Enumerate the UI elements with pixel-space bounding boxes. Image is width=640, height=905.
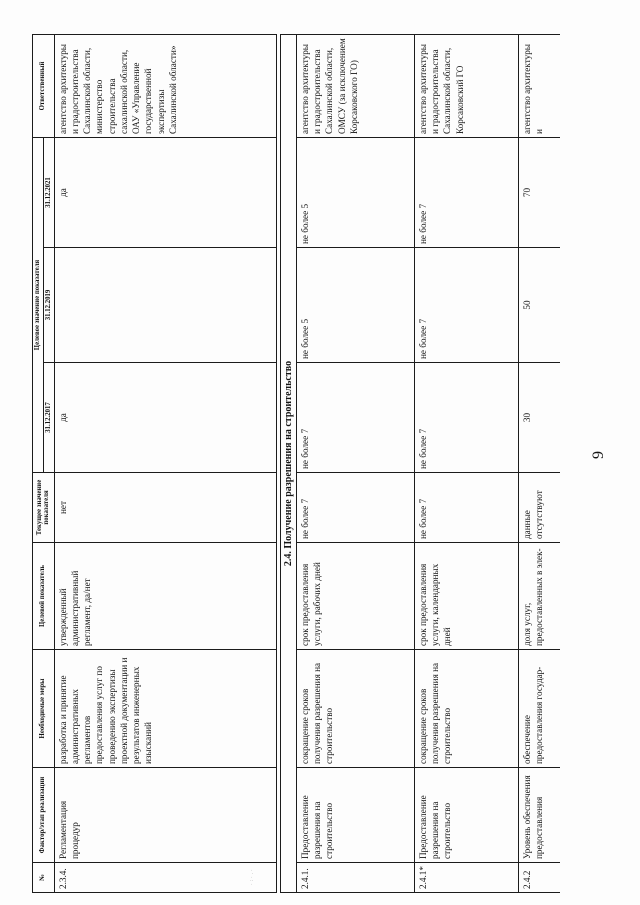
header-target-indicator: Целевой показатель [33, 543, 55, 650]
cell-indicator: срок предоставления услуги, календарных дней [414, 543, 518, 650]
cell-responsible: агентство архитектуры и градостроительства Сахалинской области, Корсаковский ГО [414, 35, 518, 138]
cell-2017: 30 [518, 363, 560, 473]
header-target-value-group: Целевое значение показателя [33, 138, 44, 473]
cell-2019: 50 [518, 248, 560, 363]
cell-2021: не более 5 [296, 138, 414, 248]
cell-2017: не более 7 [414, 363, 518, 473]
measures-table [32, 34, 560, 893]
cell-indicator: доля услуг, предоставленных в элек- [518, 543, 560, 650]
cell-2019: не более 7 [414, 248, 518, 363]
cell-num: 2.3.4. [54, 863, 276, 893]
cell-2021: 70 [518, 138, 560, 248]
table-row [414, 35, 518, 893]
page-number: 9 [590, 451, 607, 459]
cell-num: 2.4.1. [296, 863, 414, 893]
header-responsible: Ответственный [33, 35, 55, 138]
cell-num: 2.4.1* [414, 863, 518, 893]
cell-indicator: срок предоставления услуги, рабочих дней [296, 543, 414, 650]
cell-measures: разработка и принятие административных регламентов предоставления услуг по проведению экспертизы проектной документации и результатов инженерных изысканий [54, 650, 276, 768]
header-date-2017: 31.12.2017 [43, 363, 54, 473]
cell-2017: да [54, 363, 276, 473]
cell-num: 2.4.2 [518, 863, 560, 893]
cell-responsible: агентство архитектуры и градостроительства Сахалинской области, министерство строительства сахалинской области, ОАУ «Управление государственной экспертизы Сахалинской области» [54, 35, 276, 138]
cell-2021: да [54, 138, 276, 248]
header-date-2021: 31.12.2021 [43, 138, 54, 248]
cell-measures: сокращение сроков получения разрешения на строительство [296, 650, 414, 768]
header-row [33, 35, 44, 893]
cell-current: не более 7 [414, 473, 518, 543]
cell-factor: Предоставление разрешения на строительство [414, 768, 518, 863]
cell-factor: Регламентация процедур [54, 768, 276, 863]
cell-indicator: утвержденный административный регламент, да/нет [54, 543, 276, 650]
cell-responsible: агентство архитектуры и градостроительства Сахалинской области, ОМСУ (за исключением Корсаковского ГО) [296, 35, 414, 138]
header-current-value: Текущее значение показателя [33, 473, 55, 543]
cell-2017: не более 7 [296, 363, 414, 473]
cell-factor: Предоставление разрешения на строительство [296, 768, 414, 863]
section-title: 2.4. Получение разрешения на строительство [280, 35, 296, 893]
cell-2021: не более 7 [414, 138, 518, 248]
cell-2019: не более 5 [296, 248, 414, 363]
cell-factor: Уровень обеспечения предоставления [518, 768, 560, 863]
table-row [518, 35, 560, 893]
table-row [296, 35, 414, 893]
cell-current: не более 7 [296, 473, 414, 543]
header-factor: Фактор/этап реализации [33, 768, 55, 863]
cell-measures: сокращение сроков получения разрешения на строительство [414, 650, 518, 768]
cell-current: нет [54, 473, 276, 543]
cell-2019 [54, 248, 276, 363]
scan-speck: ·:·.· [250, 867, 255, 885]
table-row [54, 35, 276, 893]
header-num: № [33, 863, 55, 893]
section-row [280, 35, 296, 893]
header-date-2019: 31.12.2019 [43, 248, 54, 363]
cell-measures: обеспечение предоставления государ- [518, 650, 560, 768]
cell-current: данные отсутствуют [518, 473, 560, 543]
cell-responsible: агентство архитектуры и [518, 35, 560, 138]
header-measures: Необходимые меры [33, 650, 55, 768]
